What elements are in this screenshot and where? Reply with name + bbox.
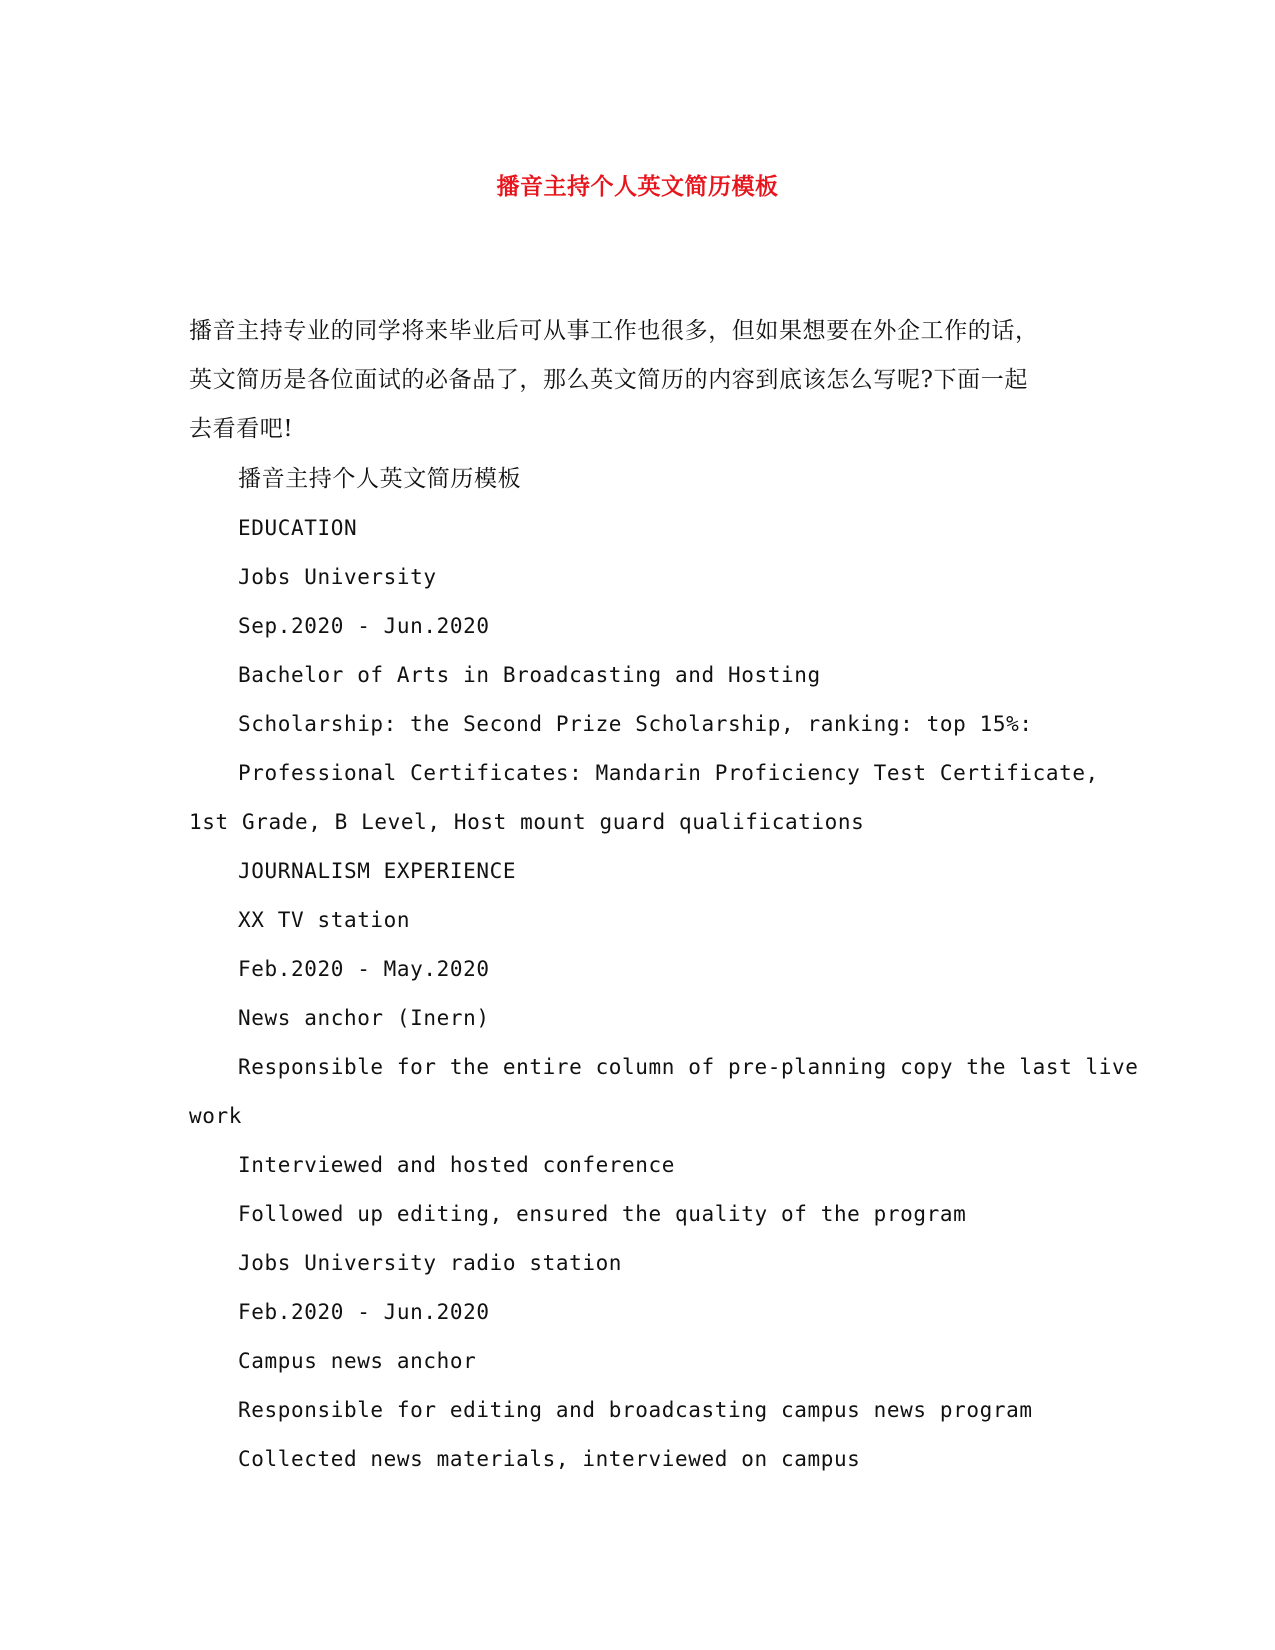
document-title: 播音主持个人英文简历模板 — [496, 173, 779, 200]
experience-duty-continued: work — [189, 1104, 242, 1128]
experience-duty: Responsible for editing and broadcasting campus news program — [238, 1398, 1033, 1422]
section-heading-experience: JOURNALISM EXPERIENCE — [238, 859, 517, 883]
intro-line: 播音主持专业的同学将来毕业后可从事工作也很多，但如果想要在外企工作的话， — [189, 318, 1039, 344]
experience-duty: Responsible for the entire column of pre-planning copy the last live — [238, 1055, 1139, 1079]
experience-duty: Interviewed and hosted conference — [238, 1153, 676, 1177]
education-school: Jobs University — [238, 565, 437, 589]
experience-duty: Followed up editing, ensured the quality of the program — [238, 1202, 967, 1226]
education-dates: Sep.2020 - Jun.2020 — [238, 614, 490, 638]
resume-body — [189, 455, 1139, 1484]
experience-dates: Feb.2020 - May.2020 — [238, 957, 490, 981]
intro-line: 去看看吧! — [189, 416, 294, 442]
experience-dates: Feb.2020 - Jun.2020 — [238, 1300, 490, 1324]
experience-role: News anchor (Inern) — [238, 1006, 490, 1030]
education-certificates: Professional Certificates: Mandarin Proficiency Test Certificate, — [238, 761, 1099, 785]
experience-role: Campus news anchor — [238, 1349, 477, 1373]
education-degree: Bachelor of Arts in Broadcasting and Hosting — [238, 663, 821, 687]
intro-line: 英文简历是各位面试的必备品了，那么英文简历的内容到底该怎么写呢?下面一起 — [189, 367, 1028, 393]
experience-duty: Collected news materials, interviewed on campus — [238, 1447, 861, 1471]
education-certificates-continued: 1st Grade, B Level, Host mount guard qualifications — [189, 810, 865, 834]
experience-employer: XX TV station — [238, 908, 411, 932]
intro-paragraph — [189, 307, 1089, 454]
experience-employer: Jobs University radio station — [238, 1251, 623, 1275]
education-scholarship: Scholarship: the Second Prize Scholarship, ranking: top 15%: — [238, 712, 1033, 736]
section-heading-education: EDUCATION — [238, 516, 358, 540]
resume-heading: 播音主持个人英文简历模板 — [238, 466, 522, 492]
